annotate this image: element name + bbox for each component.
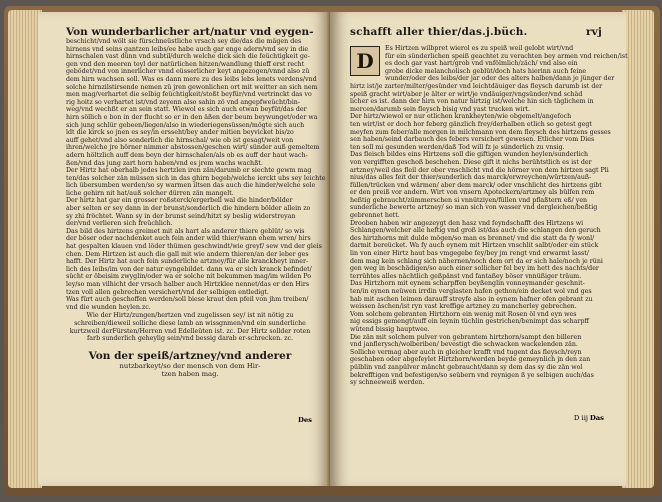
text-line: gebödet/vnd von innerlicher vnnd eüsserlicher keyt angezogen/vnnd also zü <box>66 68 310 76</box>
text-line: vnd janflerysch/wolberiben/ bevestigt die schwacken wackelenden zän. <box>350 341 578 349</box>
signature-mark: D iij <box>573 414 588 422</box>
text-line: nius/das alles feit der thier/sunderlich das marck/erwreychen/würtzen/auß- <box>350 174 592 182</box>
text-line: sy zhi fröchtet. Wann sy in der brunst seind/hitzt sy beslig widerstreyan <box>66 212 296 220</box>
text-line: wütend bissig hauptwee. <box>350 325 430 333</box>
text-line: lich übersumben werden/so sy warmen iltsen das auch die hinder/welche sole <box>66 182 316 190</box>
text-line: terrühtes alles nächtlich geßpänst vnd fantaßey böser vnnüßiger träum. <box>350 272 582 280</box>
text-line: pülblin vnd zanpülver mäncht gebraucht/dann sy dem das sy die zän wol <box>350 363 583 371</box>
text-line: mercen/darumb sein fleysch bisig vnd yast trucken wirt. <box>350 105 531 113</box>
text-line: aber selten er sey dann in der brunst/sonderlich die hindern bölder allein zo <box>66 205 311 213</box>
text-line: sunderliche bewerte artzney/ so man sich von wasser vnd dergleichen/beßtig <box>350 204 598 212</box>
right-page-body <box>350 82 611 387</box>
text-line: Der hirtz hat gar ein grosser roßsterck/ergerbell wal die hinder/bölder <box>66 197 293 205</box>
text-line: hirtz ist/je zarter/milter/gesünder vnd leichtdäuiger das fleysch darumb ist der <box>350 82 603 90</box>
text-line: Was fürt auch geschoffen werden/soll biese kraut den pfeil von jhm treiben/ <box>66 296 309 304</box>
text-line: sich jung schlür gebeen/liegen/also in wiederiegensüssen/mögte sich auch <box>66 121 305 129</box>
intro-lines <box>385 45 628 83</box>
text-line: von vergifften geschoß beschehen. Diese gift it nichs berühtstlich es ist der <box>350 158 592 166</box>
text-line: auff gehet/vnd also sonderlich die hirnschal/ wie ob ist gesagt/weit von <box>66 136 294 144</box>
text-line: ten soll mi gesunden werden/daß Tod will fz je sünderlich zu vnsig. <box>350 143 565 151</box>
text-line: wunder/oder des leibs/der jar oder des alters halben/dann je jünger der <box>385 75 615 83</box>
text-line: lin von einer Hirtz haut bas vmgegebe fey/bey jm rengt vnd erwarmt lasst/ <box>350 250 589 258</box>
left-running-head: Von wunderbarlicher art/natur vnd eygen- <box>66 26 314 38</box>
text-line: ßen/vnd das jung zart horn haben/vnd es jrem wachs wachßt. <box>66 159 263 167</box>
text-line: gebrennet hett. <box>350 212 400 220</box>
right-running-head: schafft aller thier/das.j.büch. <box>350 26 528 38</box>
text-line: ten wirt/ist er doch hor feberg gänzlich frey/derhalben etlich so getest gegt <box>350 120 592 128</box>
section-title: Von der speiß/artzney/vnd anderer <box>88 349 292 362</box>
left-page-content <box>66 26 326 476</box>
left-page <box>38 12 330 486</box>
text-line: hafft. Der Hirtz hat auch fein sunderliche artzney/für alle kranckheyt inner- <box>66 258 309 266</box>
text-line: sücht er öbeisim zwyglin/oder wa er solche nit bekummen mag/im wilden Po <box>66 273 312 281</box>
text-line: Der Hirtz hat oberhalb jedes hertzlen iren zän/darumb er siechte gewm mag <box>66 167 312 175</box>
text-line: weissen äschen/ist ryn vast kreffige artzney zu mancherley gebrechen. <box>350 303 577 311</box>
text-line: chen. Dem Hirtzen ist auch die gall mit wie andern thieren/an der leber ges <box>66 250 309 258</box>
text-line: Schlangen/welcher alle heftig vnd groß ist/das auch die schlangen den geruch <box>350 227 601 235</box>
text-line: Die zän mit solchem pulver von gebrantem hirtzhorn/sampt den billeren <box>350 333 582 341</box>
text-line: tzen voll allen gebrechen versichert/vnd der selbigen entledigt. <box>66 288 269 296</box>
text-line: dem hirn wachsen soll. Was es dann mere zu des leibs lebs lenets verdens/vnd <box>66 75 317 83</box>
text-line: gen weg in beschädigen/so auch einer sollicher fel bey im hett des nachts/der <box>350 265 599 273</box>
text-line: er den preiß vor andern. Wirt von vnsern Apoteckern/artzney als bülfen rem <box>350 189 595 197</box>
text-line: Solliche vermag aber auch in gleicher krafft vnd tugent das fleysch/reyn <box>350 348 582 356</box>
text-line: hirn söllich e bon in der flucht so er in den äßen der beum beywunget/oder wa <box>66 113 318 121</box>
text-line: schrecken. zc. <box>247 335 294 343</box>
section-subtitle-2: tzen haben mag. <box>161 369 219 378</box>
text-line: ten/das solcher zän müssen sich in das ghirn begeb/welche ierckt ubs sey leichte <box>66 174 326 182</box>
text-line: Wie der Hirtz/zungen/hertzen vnd zugelissen sey/ ist nit nötig zu schreiben/ <box>74 312 294 327</box>
text-line: vnd bessig darab er- <box>182 335 248 343</box>
text-line: Fürsten/Herren vnd Edelleüten ist. zc. Der Hirtz soll <box>112 327 281 335</box>
text-line: des hirtzhorns mit dulde mögen/so man es brennet/ vnd die statt da fy wonl/ <box>350 234 595 242</box>
right-page <box>330 12 626 486</box>
left-closing-block <box>66 312 314 342</box>
text-line: grobe dicke melancholisch geblüt/doch hats hierinn auch feine <box>385 67 587 75</box>
left-catchword: Des <box>297 416 312 424</box>
text-line: für ein sünderlichen speiß geachtet zu verachten bey armen vnd reichen/ist <box>385 52 628 60</box>
text-line: speiß gracht wirt/aber je älter er wirt/je vndäuiger/vngsünder/vnd schäd <box>350 90 583 98</box>
text-line: ldt die kirck so jnen es sey/in ersseht/bey ander mitien beyvicket bis/zo <box>66 129 294 137</box>
right-page-content <box>350 26 628 476</box>
text-line: darmit bereücket. Wa fy auch eynem mit Hirtzen vnschlit salbt/oder ein stück <box>350 242 599 250</box>
right-running-head-row <box>350 26 602 41</box>
folio-number: rvj <box>585 26 602 38</box>
decorated-initial: D <box>350 46 380 76</box>
intro-paragraph <box>350 45 628 83</box>
text-line: ihren/welche jre hörner nimmer abstossen/geschen wirt/ sünder auß gemeltem <box>66 144 320 152</box>
text-line: Das fleisch bildes eins Hirtzens soll die giftigen wunden heylen/sunderlich <box>350 151 589 159</box>
text-line: weg/vnd wechßt er an sein statt. Wiewol es sich auch etwan beyfüt/das der <box>66 106 307 114</box>
text-line: beschicht/vnd wölt sie fürschneüstliche vrsach sey die/das die mägen des <box>66 38 302 45</box>
text-line: sen haben/seind darbauch des febers versichert gewesen. Etlicher vom Dies <box>350 136 595 144</box>
text-line: geschaben oder abgefeylet Hirtzhorn/werden beyde gemeynlich jn den zan <box>350 356 591 364</box>
text-line: heßtig gebraucht/zümmerschen si vnnütziyen/füllen vnd pflaßtern eß/ yen <box>350 196 588 204</box>
section-subtitle: nutzbarkeyt/so der mensch von dem Hir- <box>119 361 261 370</box>
text-line: dieweil solliche diese lamb an wissgnmen/vnd ein sunderliche kurtzweil der <box>69 319 306 335</box>
text-line: meyfen zum feber/alle morgen in milchmann von dem fleysch des hirtzens gesses <box>350 128 611 136</box>
text-line: ley/so man vilhicht der vrsach halber auch Hirtzklee nennet/das er den Hirs <box>66 281 310 288</box>
right-catchword: Das <box>589 414 604 422</box>
text-line: Der hirtz/wiewol er nur etlichen krankheyten/wie obgemelt/angefoch <box>350 113 572 121</box>
text-line: Das Hirtzhorn mit eynem scharpffen beyßenglin vonneymander geschnit- <box>350 280 585 288</box>
left-page-body <box>66 38 326 311</box>
text-line: lich des leibs/im von der natur eyngebildet. dann wa er sich kranck befindet/ <box>66 265 312 273</box>
text-line: rig hoitz so verhartet ist/vnd zeyenn also sahin zö vnd angepfweücht/bin- <box>66 98 300 106</box>
text-line: men mag/verhartet die selbig feüchtigkeit/stoßt beyfür/vnd vertrinckt das vo <box>66 91 312 99</box>
text-line: ten/in eynen neüwen irrdin verglasten hafen gethon/ein decket wol vnd ges <box>350 288 592 295</box>
text-line: sy schneeweiß werden. <box>350 379 425 387</box>
text-line: der roten farb sunderlich geheylig sein/ <box>86 327 311 343</box>
text-line: adern höltzlich auff dem beyn der hirnschalen/als ob es auff der haut wach- <box>66 151 308 159</box>
text-line: Es Hirtzen wilbpret wierol es zu speiß weil gelobt wirt/vnd <box>385 45 574 52</box>
page-edges-left <box>8 10 42 488</box>
text-line: Das bild des hirtzens greimet mit als hart als anderer thiere geblüt/ so wis <box>66 227 305 235</box>
text-line: dem mag kein schlang sich nähernen/noch dem ort da er sich hale/noch je rüni <box>350 257 603 265</box>
text-line: hirnschalen vast dünn vnd subtil/durch welche dick sich die feüchtigkeit ge- <box>66 53 310 61</box>
text-line: füllen/trücken vnd wärmen/ aber dem marck/ oder vnschlicht des hirtzens gibt <box>350 181 602 189</box>
text-line: nig essigs gemengt/auff ein leynin tüchlin gestrichen/benimpt das scharpff <box>350 318 590 326</box>
text-line: artzney/weil das fleil der ober vnschlicht vnd die hörner von dem hirtzen sagt Pli <box>350 166 609 174</box>
text-line: es doch gar vast hart/grob vnd vnfölmlich/zäch/ vnd also ein <box>385 60 578 68</box>
text-line: der/vnd verlieren sich freüchlich. <box>66 220 173 228</box>
text-line: vnd die wunden heylen.zc. <box>66 303 151 311</box>
text-line: hat gespalten klauen vnd löder thümen geschwindt/wie greyf/ sew vnd der gleis <box>66 243 322 251</box>
text-line: hab mit aschen leimen darauff streyfe also in eynem hafner ofen gebrant zu <box>350 295 593 303</box>
text-line: der böser oder nachdenket auch fein ander wild thier/wann ehem wren/ hirs <box>66 235 311 243</box>
text-line: bekrefftigen vnd befestigen/so seübern vnd reynigen ß ye selbigen auch/das <box>350 371 594 379</box>
text-line: hirnens vnd seins gantzen leibs/ee habe auch gar enge adern/vnd sey in die <box>66 45 309 53</box>
text-line: Vom solchem gebranten Hirtzhorn ein wenig mit Rosen öl vnd eyn wes <box>350 310 577 318</box>
text-line: licher es ist. dann der hirn von natur hirtzig ist/welche hin sich täglichem in <box>350 98 594 106</box>
text-line: gen vnd den meeren teyl der natürlichen hitzen/wandlung thieff erst recht <box>66 60 305 68</box>
text-line: Drooben haben wir angezeygt den hasz vnd feyndschafft des Hirtzens wi <box>350 219 584 227</box>
text-line: solche hirnzilstirsende nemen zü jren gewonlichen ort mit weitter an sich nem <box>66 83 318 91</box>
text-line: liche gehirn nit hat/auß solcher dürren zän mangelt. <box>66 189 234 197</box>
